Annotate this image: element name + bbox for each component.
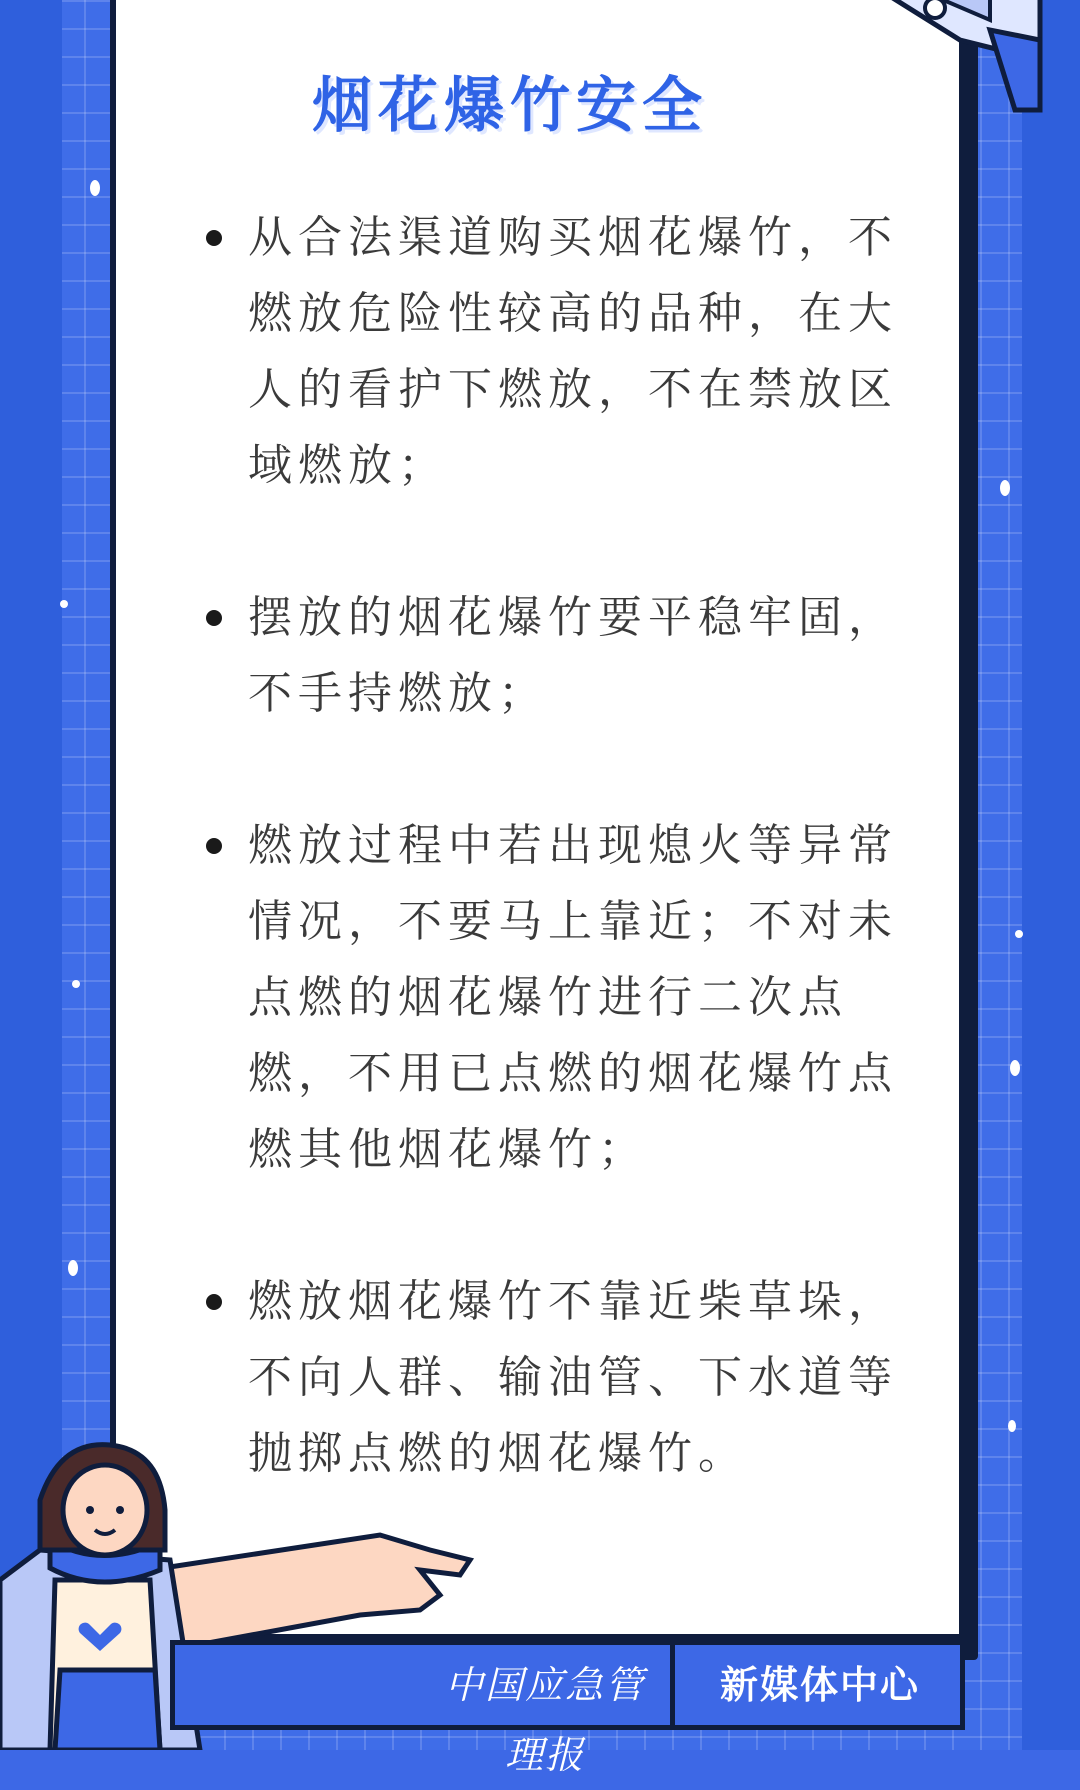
bullet-item-3 <box>200 808 920 1188</box>
footer-divider <box>670 1640 675 1730</box>
media-center-label: 新媒体中心 <box>719 1663 920 1707</box>
newspaper-logo: 中国应急管理报 <box>444 1663 645 1777</box>
bullet-line: 燃，不用已点燃的烟花爆竹点 <box>248 1048 898 1099</box>
bullet-line: 燃放危险性较高的品种，在大 <box>248 288 898 339</box>
sparkle-dot <box>1010 1060 1020 1076</box>
megaphone-icon <box>840 0 1080 160</box>
sparkle-dot <box>1000 480 1010 496</box>
bullet-line: 燃放烟花爆竹不靠近柴草垛， <box>248 1276 898 1327</box>
bullet-icon <box>206 230 222 246</box>
bullet-icon <box>206 838 222 854</box>
poster-title: 烟花爆竹安全 <box>312 71 708 141</box>
sparkle-dot <box>1015 930 1023 938</box>
sparkle-dot <box>60 600 68 608</box>
bullet-item-2 <box>200 580 920 732</box>
bullet-icon <box>206 1294 222 1310</box>
bullet-line: 域燃放； <box>248 440 448 491</box>
bullet-line: 人的看护下燃放，不在禁放区 <box>248 364 898 415</box>
bullet-line: 燃其他烟花爆竹； <box>248 1124 648 1175</box>
bullet-list <box>200 200 920 1492</box>
sparkle-dot <box>1008 1420 1016 1432</box>
right-border-strip <box>1022 0 1080 1750</box>
bullet-icon <box>206 610 222 626</box>
bullet-line: 抛掷点燃的烟花爆竹。 <box>248 1428 748 1479</box>
sparkle-dot <box>68 1260 78 1276</box>
sparkle-dot <box>90 180 100 196</box>
bullet-line: 从合法渠道购买烟花爆竹，不 <box>248 212 898 263</box>
bullet-line: 不向人群、输油管、下水道等 <box>248 1352 898 1403</box>
bullet-line: 不手持燃放； <box>248 668 548 719</box>
bullet-line: 摆放的烟花爆竹要平稳牢固， <box>248 592 898 643</box>
sparkle-dot <box>72 980 80 988</box>
bullet-line: 情况，不要马上靠近；不对未 <box>248 896 898 947</box>
bullet-line: 点燃的烟花爆竹进行二次点 <box>248 972 848 1023</box>
bullet-line: 燃放过程中若出现熄火等异常 <box>248 820 898 871</box>
bullet-item-1 <box>200 200 920 504</box>
